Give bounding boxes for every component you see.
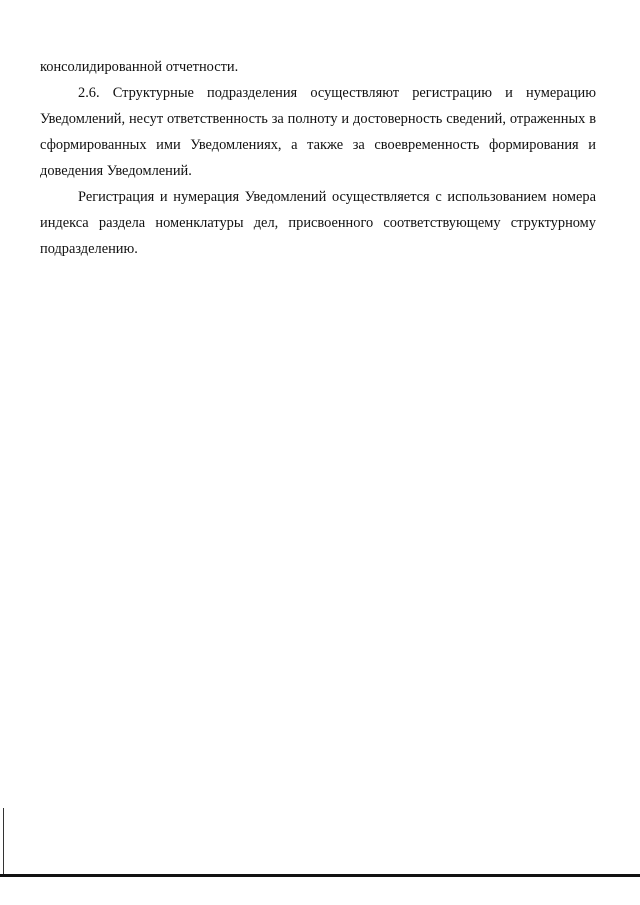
document-body [40,54,596,262]
paragraph-registration: Регистрация и нумерация Уведомлений осуществляется с использованием номера индекса раздела номенклатуры дел, присвоенного соответствующему структурному подразделению. [40,189,596,257]
scan-margin-line [3,808,4,876]
paragraph-continuation: консолидированной отчетности. [40,59,239,75]
paragraph-2-6: 2.6. Структурные подразделения осуществляют регистрацию и нумерацию Уведомлений, несут ответственность за полноту и достоверность сведений, отраженных в сформированных ими Уведомлениях, а также за своевременность формирования и доведения Уведомлений. [40,85,596,179]
scan-bottom-border [0,874,640,877]
